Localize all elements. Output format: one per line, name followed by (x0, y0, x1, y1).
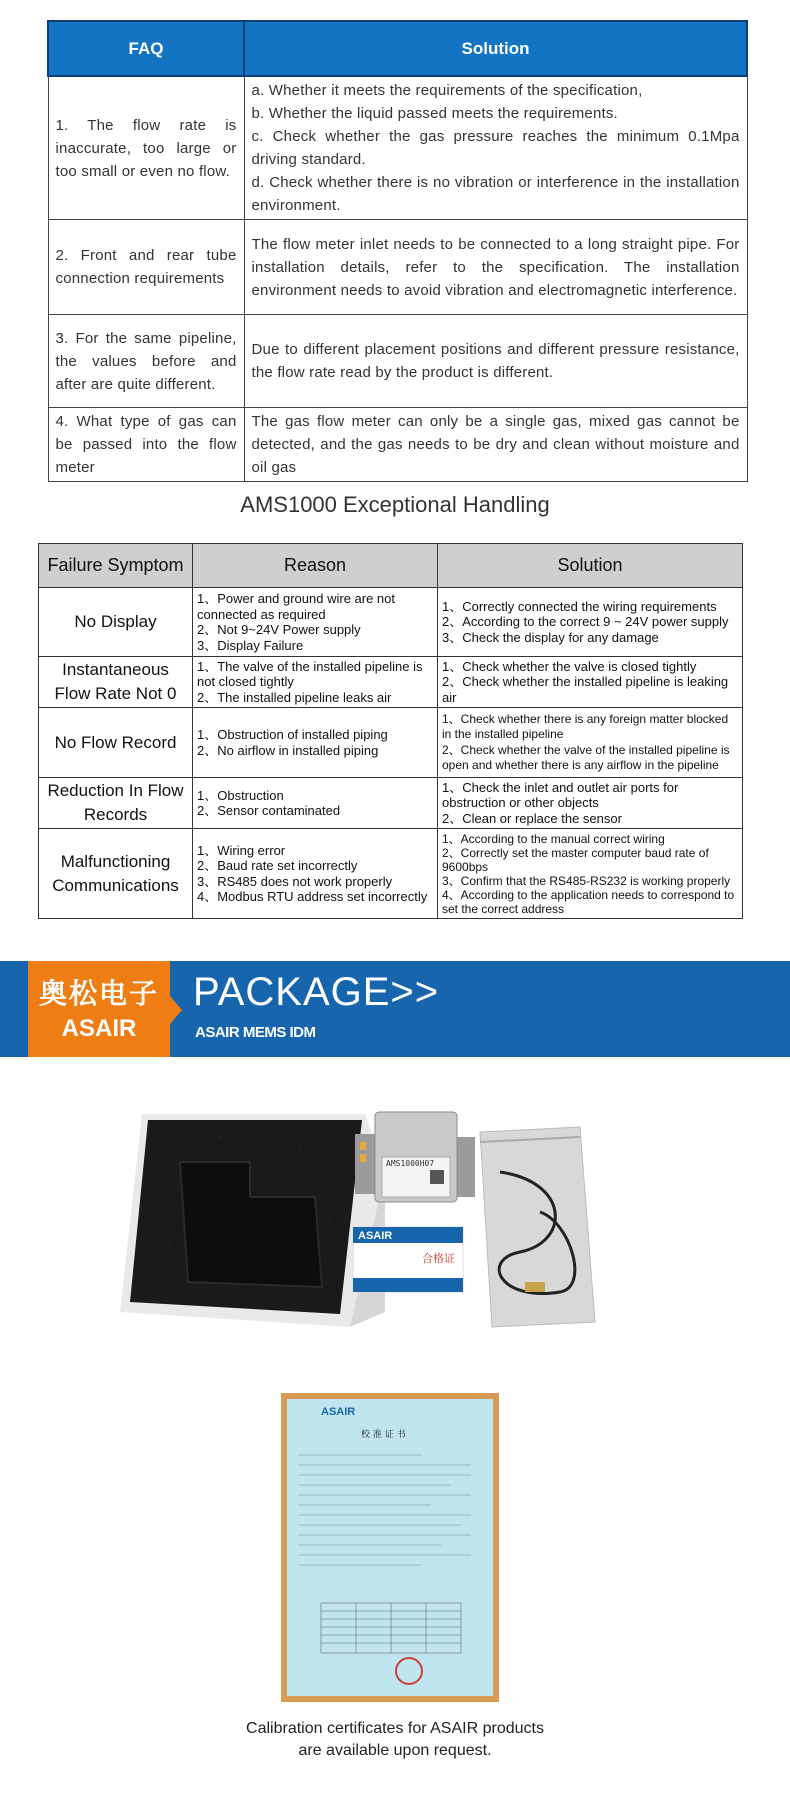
reason-cell (193, 778, 438, 829)
reason-item: 2、The installed pipeline leaks air (197, 689, 392, 705)
faq-answer: Due to different placement positions and different pressure resistance, the flow rate read by the product is different. (244, 315, 747, 408)
product-package-photo (100, 1102, 700, 1342)
reason-item: 1、Obstruction of installed piping (197, 727, 388, 742)
faq-answer: The gas flow meter can only be a single gas, mixed gas cannot be detected, and the gas needs to be dry and clean without moisture and oil gas (244, 408, 747, 482)
foam-box-image (120, 1114, 385, 1327)
exception-title: AMS1000 Exceptional Handling (240, 492, 550, 517)
calibration-certificate-image (281, 1393, 499, 1702)
faq-answer: The flow meter inlet needs to be connected to a long straight pipe. For installation details, refer to the specification. The installation environment needs to avoid vibration and electromagnetic interference. (244, 220, 747, 315)
package-title: PACKAGE>> (193, 970, 440, 1014)
failure-symptom: Instantaneous Flow Rate Not 0 (39, 657, 193, 708)
reason-cell (193, 829, 438, 919)
reason-item: 2、No airflow in installed piping (197, 742, 379, 758)
exception-row (39, 588, 743, 657)
cert-brand: ASAIR (321, 1406, 356, 1418)
solution-item: 2、Correctly set the master computer baud rate of 9600bps (442, 845, 709, 874)
faq-question: 1. The flow rate is inaccurate, too large or too small or even no flow. (48, 76, 244, 220)
failure-symptom: No Display (39, 588, 193, 657)
flow-meter-device-image (355, 1112, 475, 1202)
reason-item: 4、Modbus RTU address set incorrectly (197, 889, 428, 904)
faq-row (48, 76, 747, 220)
reason-item: 2、Not 9~24V Power supply (197, 622, 361, 637)
reason-cell (193, 588, 438, 657)
solution-item: 2、Clean or replace the sensor (442, 810, 622, 826)
faq-row (48, 315, 747, 408)
exception-row (39, 708, 743, 778)
solution-item: 1、Check whether the valve is closed tightly (442, 658, 697, 674)
reason-item: 1、Power and ground wire are not connected as required (197, 591, 396, 622)
solution-cell (438, 588, 743, 657)
exception-row (39, 829, 743, 919)
faq-answer-line: d. Check whether there is no vibration or interference in the installation environment. (251, 174, 740, 214)
faq-question: 4. What type of gas can be passed into the flow meter (48, 408, 244, 482)
caption-line: are available upon request. (298, 1742, 492, 1759)
reason-item: 2、Sensor contaminated (197, 803, 341, 818)
brand-name-chinese: 奥松电子 (38, 978, 159, 1009)
reason-cell (193, 708, 438, 778)
faq-question: 2. Front and rear tube connection requirements (48, 220, 244, 315)
solution-item: 2、Check whether the valve of the installed pipeline is open and whether there is any airflow in the pipeline (442, 742, 730, 772)
failure-symptom: Reduction In Flow Records (39, 778, 193, 829)
solution-cell (438, 708, 743, 778)
solution-item: 1、Correctly connected the wiring requirements (442, 598, 717, 614)
failure-symptom: Malfunctioning Communications (39, 829, 193, 919)
solution-item: 1、According to the manual correct wiring (442, 831, 665, 846)
faq-answer-line: b. Whether the liquid passed meets the requirements. (251, 105, 618, 122)
certificate-caption (0, 1718, 790, 1762)
exception-row (39, 657, 743, 708)
reason-item: 3、Display Failure (197, 637, 304, 653)
package-subtitle: ASAIR MEMS IDM (195, 1024, 316, 1041)
faq-answer (244, 76, 747, 220)
brand-arrow-shape (170, 996, 182, 1024)
reason-item: 3、RS485 does not work properly (197, 873, 393, 889)
reason-cell (193, 657, 438, 708)
symptom-header: Failure Symptom (39, 544, 193, 588)
reason-item: 1、Obstruction (197, 787, 284, 803)
reason-header: Reason (193, 544, 438, 588)
exception-row (39, 778, 743, 829)
solution-cell (438, 657, 743, 708)
faq-table (47, 20, 748, 482)
faq-row (48, 408, 747, 482)
caption-line: Calibration certificates for ASAIR products (246, 1720, 544, 1737)
reason-item: 1、The valve of the installed pipeline is not closed tightly (197, 658, 423, 690)
faq-answer-line: c. Check whether the gas pressure reaches the minimum 0.1Mpa driving standard. (251, 128, 740, 168)
solution-item: 1、Check whether there is any foreign matter blocked in the installed pipeline (442, 711, 729, 741)
solution-item: 2、Check whether the installed pipeline is leaking air (442, 674, 729, 705)
solution-header: Solution (244, 21, 747, 76)
card-brand: ASAIR (358, 1230, 393, 1242)
reason-item: 1、Wiring error (197, 842, 286, 858)
solution-item: 4、According to the application needs to correspond to set the correct address (442, 887, 735, 916)
brand-name-english: ASAIR (61, 1015, 137, 1042)
faq-row (48, 220, 747, 315)
device-label: AMS1000H07 (386, 1159, 435, 1168)
solution-cell (438, 778, 743, 829)
solution-cell (438, 829, 743, 919)
cable-bag-image (480, 1127, 595, 1327)
reason-item: 2、Baud rate set incorrectly (197, 858, 358, 873)
solution-item: 3、Check the display for any damage (442, 629, 659, 645)
faq-header: FAQ (48, 21, 244, 76)
faq-answer-line: a. Whether it meets the requirements of the specification, (251, 82, 643, 99)
exception-table (38, 543, 743, 919)
solution-header: Solution (438, 544, 743, 588)
faq-question: 3. For the same pipeline, the values before and after are quite different. (48, 315, 244, 408)
card-text: 合格证 (422, 1252, 455, 1265)
failure-symptom: No Flow Record (39, 708, 193, 778)
solution-item: 2、According to the correct 9 ~ 24V power supply (442, 614, 729, 630)
qualification-card-image (353, 1227, 463, 1292)
solution-item: 1、Check the inlet and outlet air ports for obstruction or other objects (442, 779, 679, 811)
cert-title: 校 准 证 书 (361, 1430, 406, 1440)
solution-item: 3、Confirm that the RS485-RS232 is working properly (442, 873, 731, 888)
